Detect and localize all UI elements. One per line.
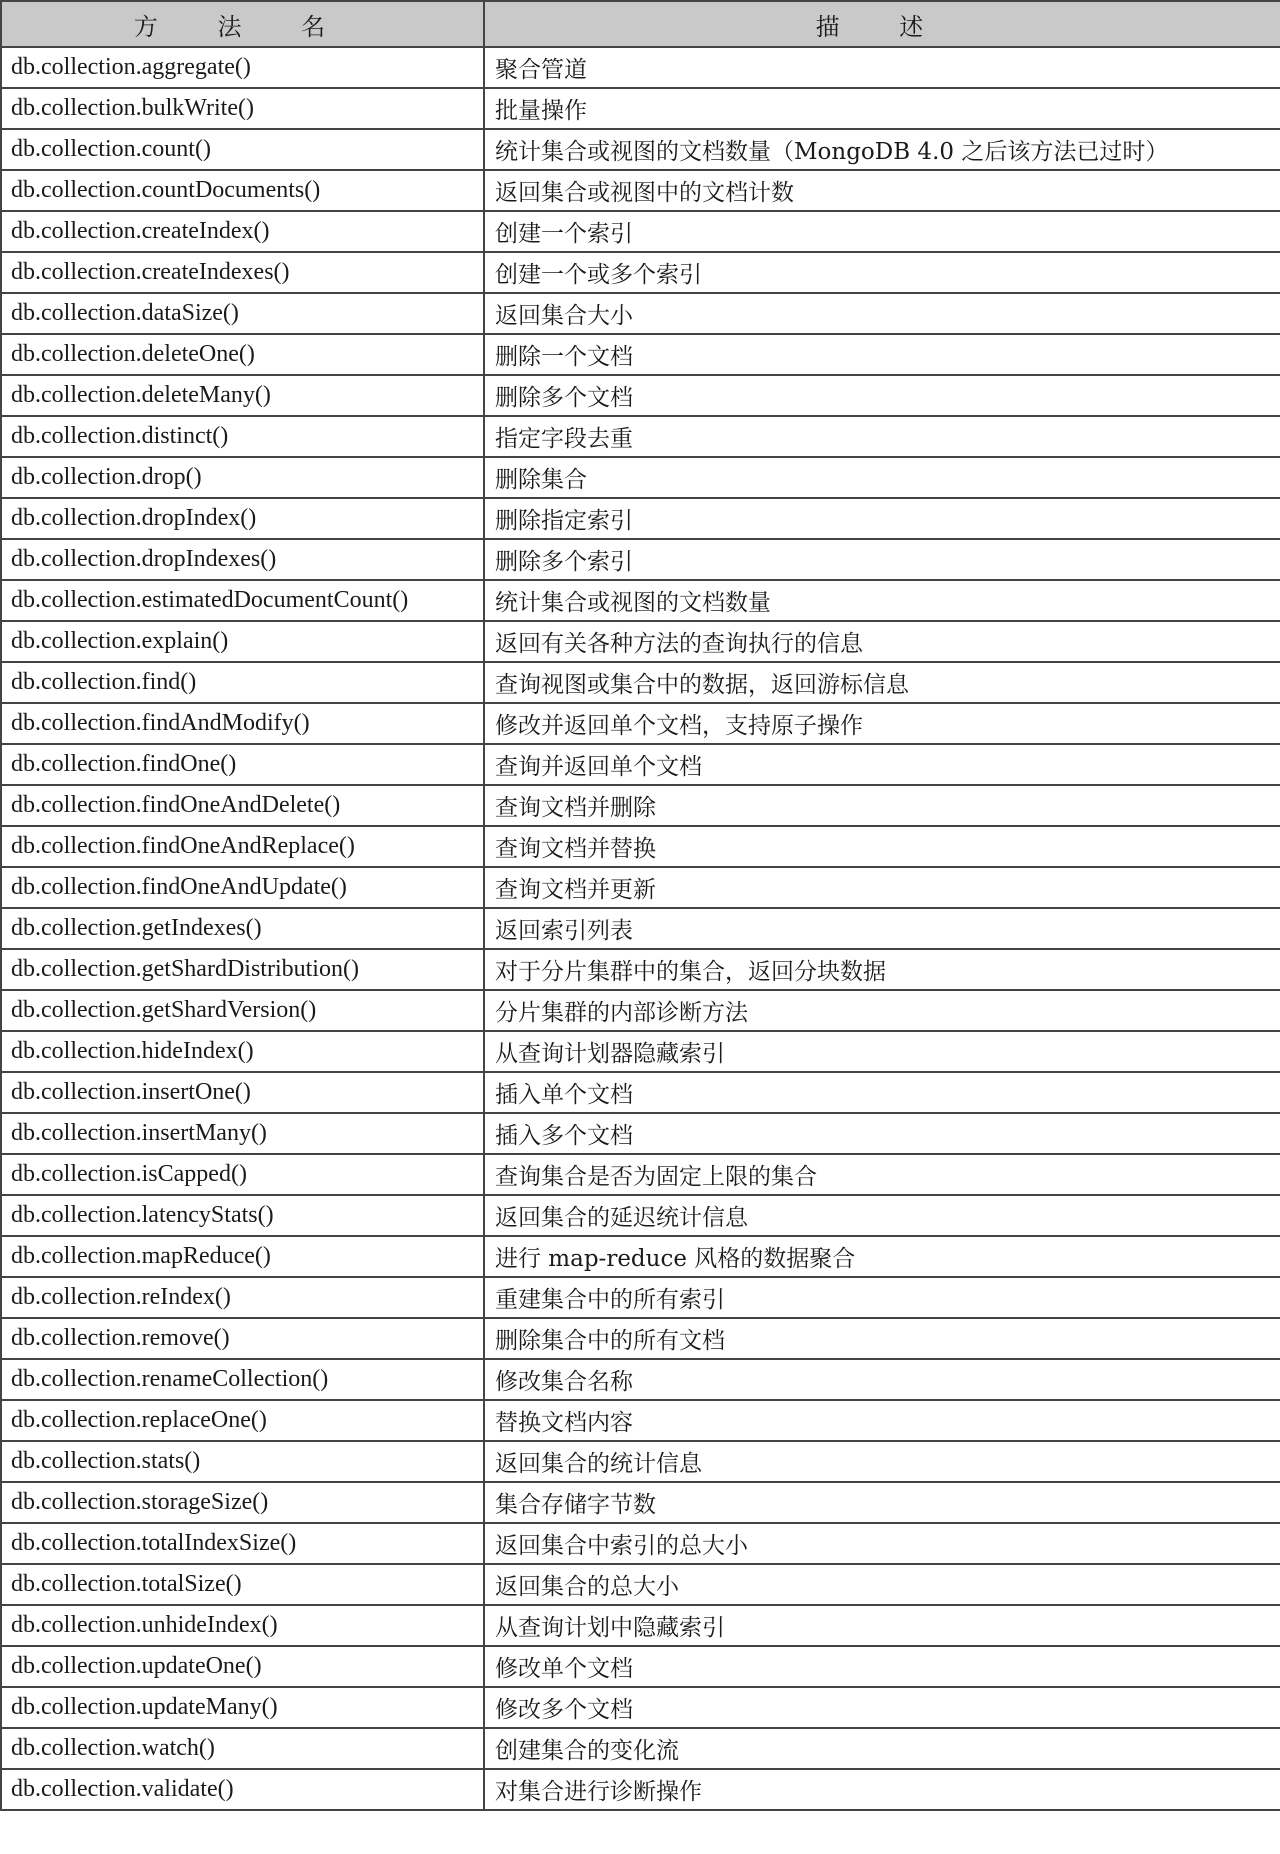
description-cell: 查询视图或集合中的数据，返回游标信息 (484, 662, 1280, 703)
method-name-cell: db.collection.latencyStats() (1, 1195, 484, 1236)
table-row (1, 908, 1280, 949)
table-row (1, 1769, 1280, 1810)
table-row (1, 293, 1280, 334)
method-name-cell: db.collection.getShardVersion() (1, 990, 484, 1031)
table-row (1, 457, 1280, 498)
table-row (1, 990, 1280, 1031)
description-cell: 统计集合或视图的文档数量（MongoDB 4.0 之后该方法已过时） (484, 129, 1280, 170)
table-row (1, 47, 1280, 88)
method-name-cell: db.collection.validate() (1, 1769, 484, 1810)
table-row (1, 1728, 1280, 1769)
table-row (1, 1072, 1280, 1113)
table-row (1, 1523, 1280, 1564)
method-name-cell: db.collection.replaceOne() (1, 1400, 484, 1441)
description-cell: 查询文档并删除 (484, 785, 1280, 826)
method-name-cell: db.collection.count() (1, 129, 484, 170)
description-cell: 返回索引列表 (484, 908, 1280, 949)
table-body (1, 47, 1280, 1810)
table-row (1, 1195, 1280, 1236)
description-cell: 返回集合的总大小 (484, 1564, 1280, 1605)
method-name-cell: db.collection.getIndexes() (1, 908, 484, 949)
table-row (1, 416, 1280, 457)
header-method-name: 方 法 名 (1, 1, 484, 47)
table-row (1, 949, 1280, 990)
method-name-cell: db.collection.deleteMany() (1, 375, 484, 416)
description-cell: 聚合管道 (484, 47, 1280, 88)
table-row (1, 334, 1280, 375)
method-name-cell: db.collection.renameCollection() (1, 1359, 484, 1400)
description-cell: 从查询计划器隐藏索引 (484, 1031, 1280, 1072)
description-cell: 查询文档并替换 (484, 826, 1280, 867)
table-row (1, 1687, 1280, 1728)
method-name-cell: db.collection.dropIndexes() (1, 539, 484, 580)
table-row (1, 498, 1280, 539)
description-cell: 查询集合是否为固定上限的集合 (484, 1154, 1280, 1195)
description-cell: 对于分片集群中的集合，返回分块数据 (484, 949, 1280, 990)
method-name-cell: db.collection.dataSize() (1, 293, 484, 334)
method-name-cell: db.collection.createIndexes() (1, 252, 484, 293)
description-cell: 插入多个文档 (484, 1113, 1280, 1154)
table-row (1, 826, 1280, 867)
description-cell: 修改集合名称 (484, 1359, 1280, 1400)
description-cell: 删除集合中的所有文档 (484, 1318, 1280, 1359)
method-name-cell: db.collection.drop() (1, 457, 484, 498)
table-row (1, 621, 1280, 662)
table-row (1, 539, 1280, 580)
method-name-cell: db.collection.remove() (1, 1318, 484, 1359)
description-cell: 创建一个索引 (484, 211, 1280, 252)
description-cell: 删除多个索引 (484, 539, 1280, 580)
method-name-cell: db.collection.hideIndex() (1, 1031, 484, 1072)
table-row (1, 1031, 1280, 1072)
method-name-cell: db.collection.findAndModify() (1, 703, 484, 744)
description-cell: 指定字段去重 (484, 416, 1280, 457)
table-row (1, 867, 1280, 908)
table-row (1, 1646, 1280, 1687)
method-name-cell: db.collection.watch() (1, 1728, 484, 1769)
method-name-cell: db.collection.updateOne() (1, 1646, 484, 1687)
description-cell: 插入单个文档 (484, 1072, 1280, 1113)
description-cell: 对集合进行诊断操作 (484, 1769, 1280, 1810)
method-name-cell: db.collection.explain() (1, 621, 484, 662)
method-name-cell: db.collection.findOneAndUpdate() (1, 867, 484, 908)
method-name-cell: db.collection.estimatedDocumentCount() (1, 580, 484, 621)
description-cell: 返回集合大小 (484, 293, 1280, 334)
method-name-cell: db.collection.aggregate() (1, 47, 484, 88)
description-cell: 返回有关各种方法的查询执行的信息 (484, 621, 1280, 662)
table-row (1, 170, 1280, 211)
method-name-cell: db.collection.insertMany() (1, 1113, 484, 1154)
table-row (1, 129, 1280, 170)
method-name-cell: db.collection.totalIndexSize() (1, 1523, 484, 1564)
table-row (1, 1318, 1280, 1359)
table-row (1, 1605, 1280, 1646)
method-name-cell: db.collection.isCapped() (1, 1154, 484, 1195)
method-name-cell: db.collection.bulkWrite() (1, 88, 484, 129)
table-row (1, 1564, 1280, 1605)
table-row (1, 1359, 1280, 1400)
table-row (1, 1400, 1280, 1441)
header-description: 描 述 (484, 1, 1280, 47)
table-row (1, 785, 1280, 826)
method-name-cell: db.collection.deleteOne() (1, 334, 484, 375)
description-cell: 分片集群的内部诊断方法 (484, 990, 1280, 1031)
description-cell: 修改并返回单个文档，支持原子操作 (484, 703, 1280, 744)
description-cell: 删除多个文档 (484, 375, 1280, 416)
method-name-cell: db.collection.storageSize() (1, 1482, 484, 1523)
method-name-cell: db.collection.countDocuments() (1, 170, 484, 211)
method-name-cell: db.collection.mapReduce() (1, 1236, 484, 1277)
description-cell: 从查询计划中隐藏索引 (484, 1605, 1280, 1646)
description-cell: 查询文档并更新 (484, 867, 1280, 908)
method-name-cell: db.collection.totalSize() (1, 1564, 484, 1605)
method-name-cell: db.collection.findOneAndDelete() (1, 785, 484, 826)
table-row (1, 580, 1280, 621)
table-row (1, 703, 1280, 744)
method-name-cell: db.collection.reIndex() (1, 1277, 484, 1318)
description-cell: 查询并返回单个文档 (484, 744, 1280, 785)
description-cell: 删除指定索引 (484, 498, 1280, 539)
method-name-cell: db.collection.distinct() (1, 416, 484, 457)
description-cell: 创建一个或多个索引 (484, 252, 1280, 293)
table-row (1, 88, 1280, 129)
description-cell: 重建集合中的所有索引 (484, 1277, 1280, 1318)
header-row (1, 1, 1280, 47)
description-cell: 修改单个文档 (484, 1646, 1280, 1687)
method-name-cell: db.collection.findOne() (1, 744, 484, 785)
table-row (1, 252, 1280, 293)
description-cell: 进行 map-reduce 风格的数据聚合 (484, 1236, 1280, 1277)
description-cell: 替换文档内容 (484, 1400, 1280, 1441)
method-name-cell: db.collection.findOneAndReplace() (1, 826, 484, 867)
description-cell: 批量操作 (484, 88, 1280, 129)
table-row (1, 1236, 1280, 1277)
description-cell: 返回集合的延迟统计信息 (484, 1195, 1280, 1236)
description-cell: 集合存储字节数 (484, 1482, 1280, 1523)
table-row (1, 1154, 1280, 1195)
description-cell: 返回集合中索引的总大小 (484, 1523, 1280, 1564)
method-name-cell: db.collection.stats() (1, 1441, 484, 1482)
description-cell: 返回集合或视图中的文档计数 (484, 170, 1280, 211)
table-row (1, 211, 1280, 252)
table-row (1, 1113, 1280, 1154)
table-header (1, 1, 1280, 47)
description-cell: 统计集合或视图的文档数量 (484, 580, 1280, 621)
description-cell: 删除一个文档 (484, 334, 1280, 375)
method-name-cell: db.collection.insertOne() (1, 1072, 484, 1113)
method-name-cell: db.collection.find() (1, 662, 484, 703)
description-cell: 删除集合 (484, 457, 1280, 498)
method-name-cell: db.collection.getShardDistribution() (1, 949, 484, 990)
method-name-cell: db.collection.dropIndex() (1, 498, 484, 539)
description-cell: 创建集合的变化流 (484, 1728, 1280, 1769)
table-row (1, 744, 1280, 785)
table-row (1, 662, 1280, 703)
description-cell: 修改多个文档 (484, 1687, 1280, 1728)
description-cell: 返回集合的统计信息 (484, 1441, 1280, 1482)
method-name-cell: db.collection.createIndex() (1, 211, 484, 252)
table-row (1, 1482, 1280, 1523)
table-row (1, 375, 1280, 416)
method-name-cell: db.collection.unhideIndex() (1, 1605, 484, 1646)
method-name-cell: db.collection.updateMany() (1, 1687, 484, 1728)
table-row (1, 1277, 1280, 1318)
table-row (1, 1441, 1280, 1482)
